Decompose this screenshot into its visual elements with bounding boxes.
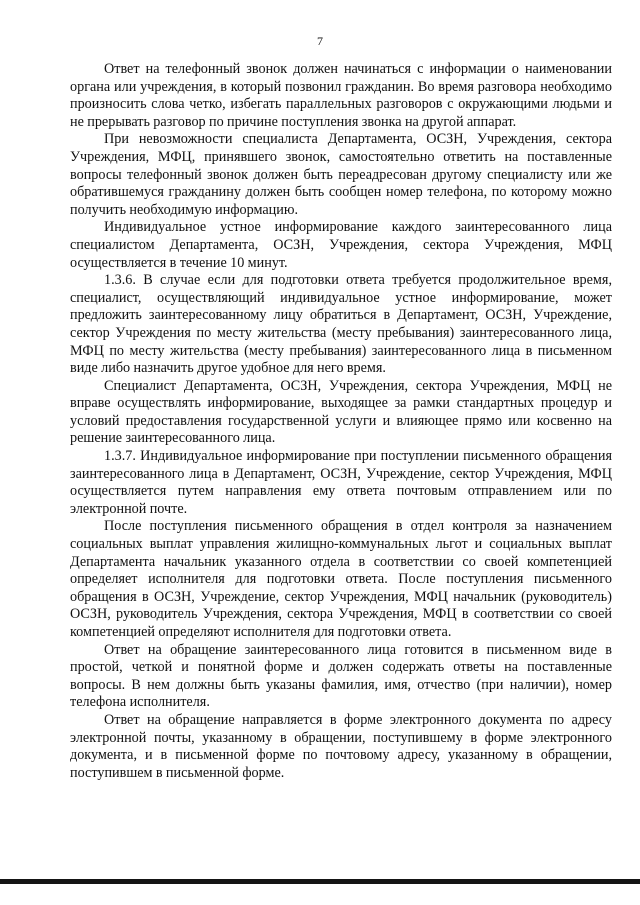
paragraph-answer-format: Ответ на обращение заинтересованного лица готовится в письменном виде в простой, четкой и понятной форме и должен содержать ответы на поставленные вопросы. В нем должны быть указаны фамилия, имя, отчество (при наличии), номер телефона исполнителя.: [70, 641, 612, 711]
document-body: [70, 61, 612, 782]
paragraph-oral-duration: Индивидуальное устное информирование каждого заинтересованного лица специалистом Департамента, ОСЗН, Учреждения, сектора Учреждения, МФЦ осуществляется в течение 10 минут.: [70, 219, 612, 271]
paragraph-1-3-7: 1.3.7. Индивидуальное информирование при поступлении письменного обращения заинтересованного лица в Департамент, ОСЗН, Учреждение, сектор Учреждения, МФЦ осуществляется путем направления ему ответа почтовым отправлением или по электронной почте.: [70, 448, 612, 517]
paragraph-written-processing: После поступления письменного обращения в отдел контроля за назначением социальных выплат управления жилищно-коммунальных льгот и социальных выплат Департамента начальник указанного отдела в соответствии со своей компетенцией определяет исполнителя для подготовки ответа. После поступления письменного обращения в ОСЗН, Учреждение, сектор Учреждения, МФЦ начальник (руководитель) ОСЗН, руководитель Учреждения, сектора Учреждения, МФЦ в соответствии со своей компетенцией определяют исполнителя для подготовки ответа.: [70, 518, 612, 640]
bottom-divider: [0, 879, 640, 884]
page-number: 7: [317, 34, 323, 48]
paragraph-1-3-6: 1.3.6. В случае если для подготовки ответа требуется продолжительное время, специалист, осуществляющий индивидуальное устное информирование, может предложить заинтересованному лицу обратиться в Департамент, ОСЗН, Учреждение, сектор Учреждения по месту жительства (месту пребывания) заинтересованного лица, МФЦ по месту жительства (месту пребывания) заинтересованного лица в письменном виде либо назначить другое удобное для него время.: [70, 272, 612, 377]
paragraph-call-redirect: При невозможности специалиста Департамента, ОСЗН, Учреждения, сектора Учреждения, МФЦ, принявшего звонок, самостоятельно ответить на поставленные вопросы телефонный звонок должен быть переадресован другому специалисту или же обратившемуся гражданину должен быть сообщен номер телефона, по которому можно получить необходимую информацию.: [70, 131, 612, 218]
paragraph-phone-answer: Ответ на телефонный звонок должен начинаться с информации о наименовании органа или учреждения, в который позвонил гражданин. Во время разговора необходимо произносить слова четко, избегать параллельных разговоров с окружающими людьми и не прерывать разговор по причине поступления звонка на другой аппарат.: [70, 61, 612, 130]
paragraph-answer-delivery: Ответ на обращение направляется в форме электронного документа по адресу электронной почты, указанному в обращении, поступившему в форме электронного документа, и в письменной форме по почтовому адресу, указанному в обращении, поступившем в письменной форме.: [70, 711, 612, 781]
paragraph-specialist-limits: Специалист Департамента, ОСЗН, Учреждения, сектора Учреждения, МФЦ не вправе осуществлять информирование, выходящее за рамки стандартных процедур и условий предоставления государственной услуги и влияющее прямо или косвенно на решение заинтересованного лица.: [70, 377, 612, 447]
